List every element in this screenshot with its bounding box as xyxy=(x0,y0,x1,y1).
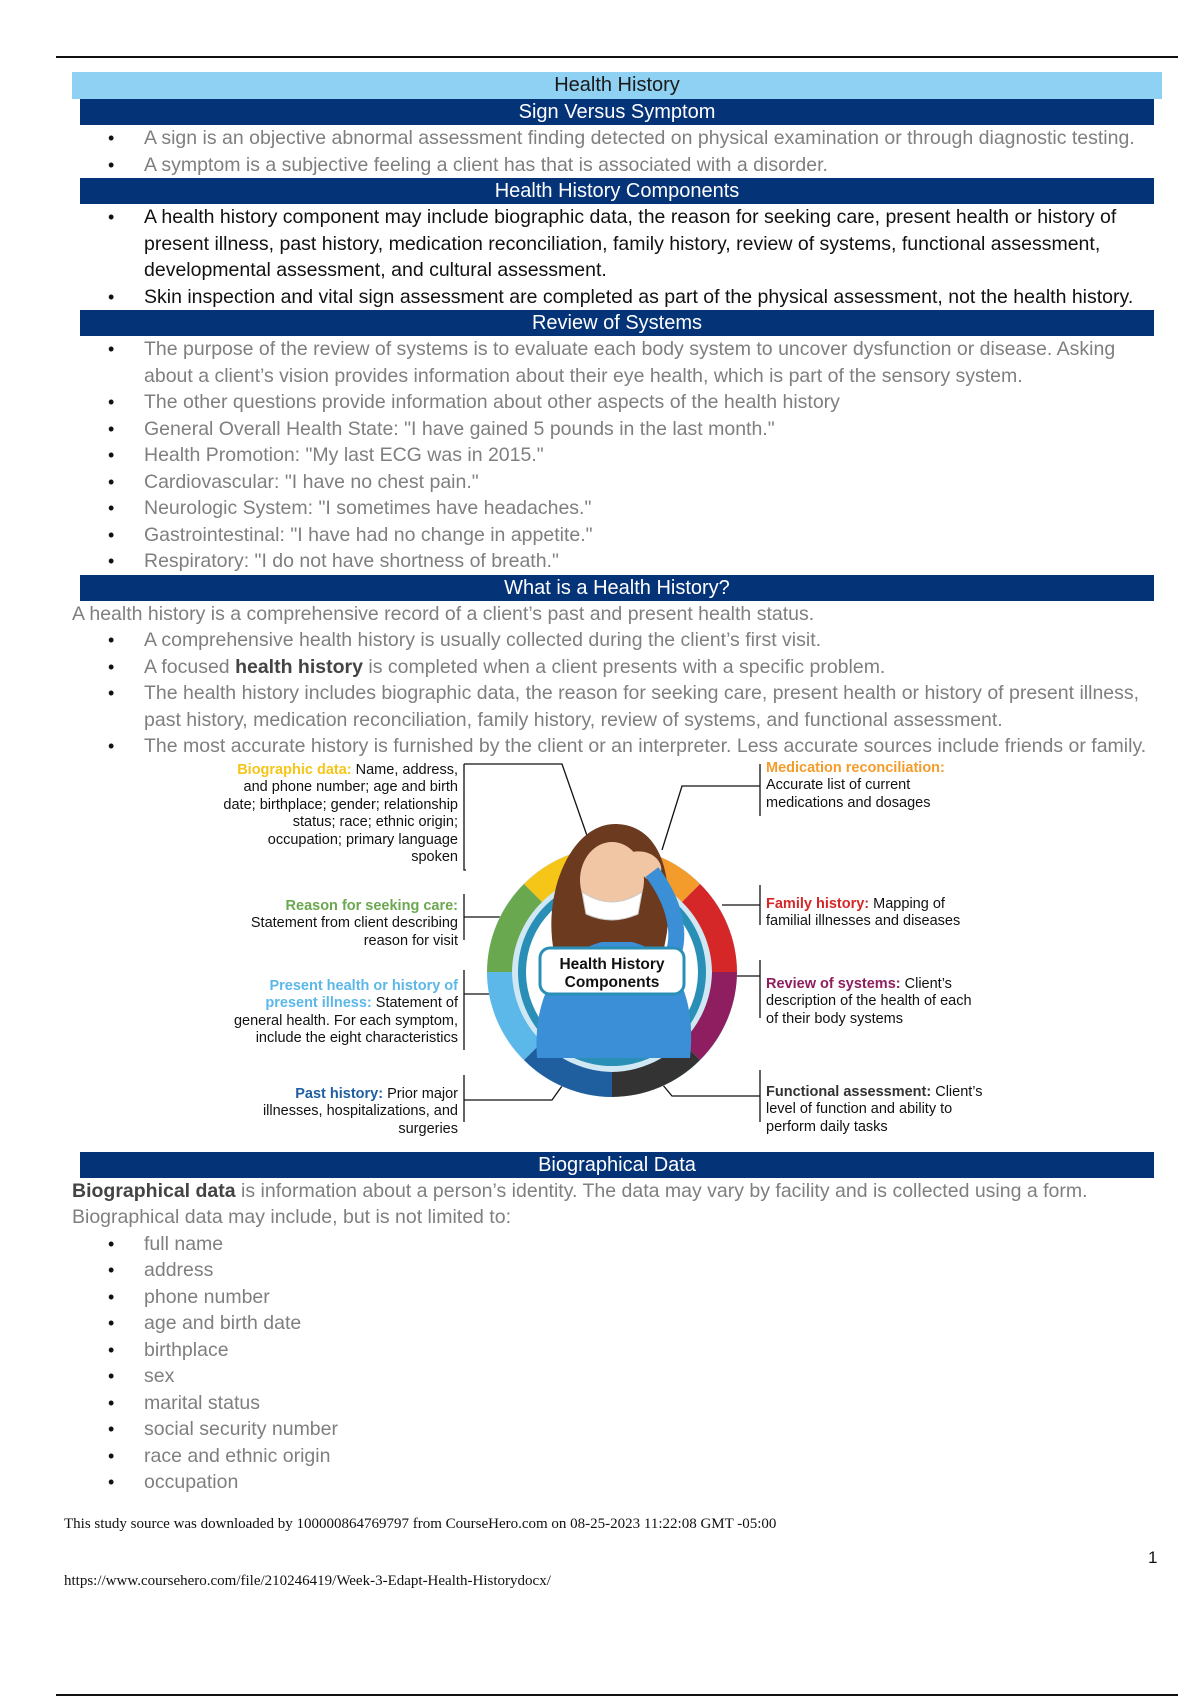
list-item: • A health history component may include biographic data, the reason for seeking care, present health or history of present illness, past history, medication reconciliation, family history, review of systems, functional assessment, developmental assessment, and cultural assessment. xyxy=(144,204,1162,284)
label-body: Name, address, and phone number; age and birth date; birthplace; gender; relationship status; race; ethnic origin; occupation; primary language spoken xyxy=(223,761,458,865)
label-title: Reason for seeking care: xyxy=(285,897,458,914)
bold-term: health history xyxy=(235,655,363,678)
text-run: is completed when a client presents with a specific problem. xyxy=(362,655,886,678)
list-item: • The most accurate history is furnished by the client or an interpreter. Less accurate sources include friends or family. xyxy=(144,733,1162,760)
section-heading-what-is-health-history: What is a Health History? xyxy=(80,575,1154,601)
section-heading-sign-vs-symptom: Sign Versus Symptom xyxy=(80,99,1154,125)
list-item xyxy=(144,654,1162,681)
top-rule xyxy=(56,56,1178,58)
list-item: • marital status xyxy=(144,1390,1162,1417)
biographical-list xyxy=(72,1231,1162,1496)
label-body: Statement from client describing reason for visit xyxy=(250,915,458,949)
what-is-intro: A health history is a comprehensive record of a client’s past and present health status. xyxy=(72,602,815,625)
label-medication-reconciliation xyxy=(766,760,986,813)
label-functional-assessment xyxy=(766,1084,986,1137)
list-item: • The other questions provide information about other aspects of the health history xyxy=(144,389,1162,416)
list-item: • A sign is an objective abnormal assessment finding detected on physical examination or through diagnostic testing. xyxy=(144,125,1162,152)
document-body xyxy=(72,72,1162,1496)
list-item: • race and ethnic origin xyxy=(144,1443,1162,1470)
bold-term: Biographical data xyxy=(72,1179,236,1202)
list-item: • social security number xyxy=(144,1416,1162,1443)
list-item: • birthplace xyxy=(144,1337,1162,1364)
label-body: Accurate list of current medications and dosages xyxy=(766,777,931,811)
list-item: • Skin inspection and vital sign assessment are completed as part of the physical assessment, not the health history. xyxy=(144,284,1162,311)
label-body: Client’s description of the health of each of their body systems xyxy=(766,975,972,1027)
list-item: • A symptom is a subjective feeling a client has that is associated with a disorder. xyxy=(144,152,1162,179)
components-list xyxy=(72,204,1162,310)
list-item: • phone number xyxy=(144,1284,1162,1311)
biographical-intro xyxy=(72,1178,1162,1231)
text-run: is information about a person’s identity. The data may vary by facility and is collected using a form. Biographical data may include, but is not limited to: xyxy=(72,1179,1088,1228)
review-of-systems-list xyxy=(72,336,1162,575)
sign-vs-symptom-list xyxy=(72,125,1162,178)
bottom-rule xyxy=(56,1694,1178,1696)
label-body: Prior major illnesses, hospitalizations, and surgeries xyxy=(262,1085,458,1137)
list-item: • address xyxy=(144,1257,1162,1284)
label-body: Client’s level of function and ability to perform daily tasks xyxy=(766,1083,983,1135)
list-item: • Respiratory: "I do not have shortness of breath." xyxy=(144,548,1162,575)
list-item: • occupation xyxy=(144,1469,1162,1496)
label-present-health xyxy=(222,978,458,1048)
center-label-line: Components xyxy=(564,973,660,991)
label-body: Mapping of familial illnesses and diseases xyxy=(766,895,961,929)
label-review-of-systems xyxy=(766,976,986,1029)
document-title: Health History xyxy=(72,72,1162,99)
label-title: Present health or history of present illness: xyxy=(265,977,458,1011)
label-title: Medication reconciliation: xyxy=(766,759,945,776)
label-past-history xyxy=(242,1086,458,1139)
label-reason-for-seeking-care xyxy=(242,898,458,951)
list-item: • The purpose of the review of systems is to evaluate each body system to uncover dysfunction or disease. Asking about a client’s vision provides information about their eye health, which is part of the sensory system. xyxy=(144,336,1162,389)
list-item: • age and birth date xyxy=(144,1310,1162,1337)
label-title: Review of systems: xyxy=(766,975,901,992)
list-item: • The health history includes biographic data, the reason for seeking care, present health or history of present illness, past history, medication reconciliation, family history, review of systems, and functional assessment. xyxy=(144,680,1162,733)
page-number: 1 xyxy=(1148,1548,1158,1567)
text-run: A focused xyxy=(144,655,236,678)
what-is-list xyxy=(72,627,1162,760)
center-label xyxy=(540,956,684,992)
label-family-history xyxy=(766,896,986,931)
label-body: Statement of general health. For each symptom, include the eight characteristics xyxy=(233,995,458,1046)
label-biographic-data xyxy=(222,762,458,867)
label-title: Family history: xyxy=(766,895,870,912)
list-item: • Health Promotion: "My last ECG was in 2015." xyxy=(144,442,1162,469)
list-item: • General Overall Health State: "I have gained 5 pounds in the last month." xyxy=(144,416,1162,443)
list-item: • Gastrointestinal: "I have had no change in appetite." xyxy=(144,522,1162,549)
label-title: Past history: xyxy=(295,1085,384,1102)
connector-line xyxy=(464,764,466,870)
section-heading-components: Health History Components xyxy=(80,178,1154,204)
health-history-components-diagram xyxy=(72,760,1162,1152)
label-title: Functional assessment: xyxy=(766,1083,932,1100)
section-heading-biographical-data: Biographical Data xyxy=(80,1152,1154,1178)
section-heading-review-of-systems: Review of Systems xyxy=(80,310,1154,336)
source-notice: This study source was downloaded by 100000864769797 from CourseHero.com on 08-25-2023 11:22:08 GMT -05:00 xyxy=(64,1516,777,1532)
list-item: • full name xyxy=(144,1231,1162,1258)
list-item: • Neurologic System: "I sometimes have headaches." xyxy=(144,495,1162,522)
source-url[interactable]: https://www.coursehero.com/file/210246419/Week-3-Edapt-Health-Historydocx/ xyxy=(64,1573,551,1589)
list-item: • A comprehensive health history is usually collected during the client’s first visit. xyxy=(144,627,1162,654)
center-label-line: Health History xyxy=(559,955,665,973)
list-item: • sex xyxy=(144,1363,1162,1390)
label-title: Biographic data: xyxy=(237,761,352,778)
list-item: • Cardiovascular: "I have no chest pain." xyxy=(144,469,1162,496)
